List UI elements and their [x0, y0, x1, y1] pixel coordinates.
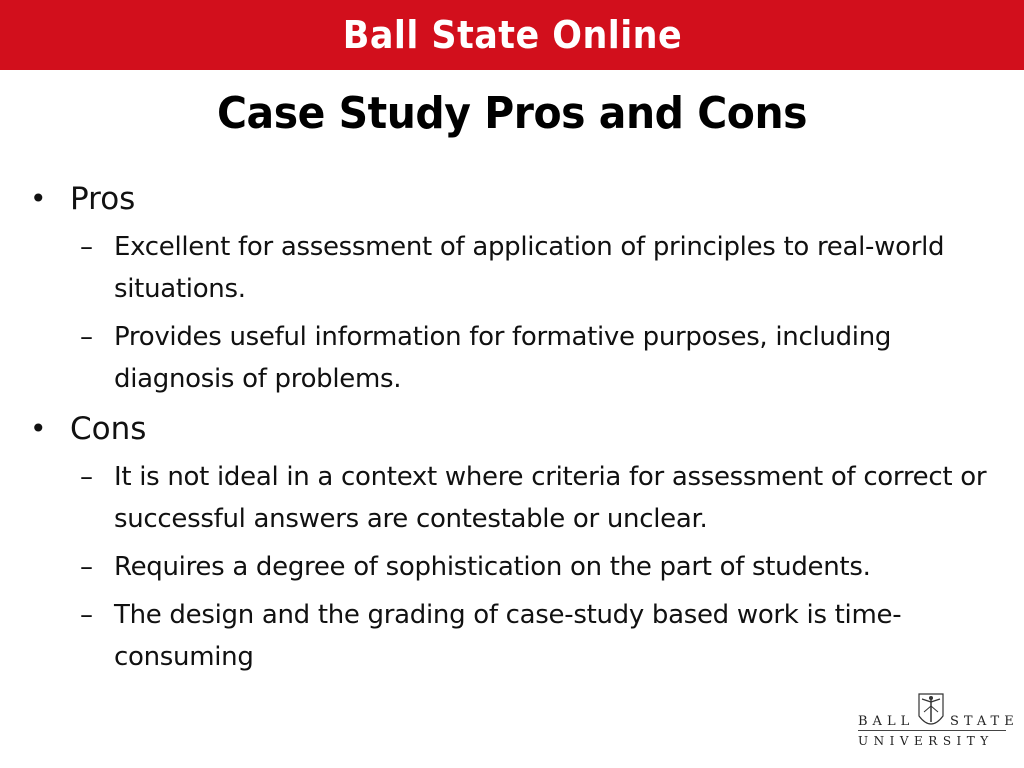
dash-icon: –: [80, 552, 93, 582]
section-label: Pros: [70, 181, 136, 217]
sub-item: [28, 456, 988, 540]
section-pros: [28, 176, 988, 400]
sub-item-text: Requires a degree of sophistication on the part of students.: [114, 552, 871, 582]
dash-icon: –: [80, 322, 93, 352]
bullet-icon: •: [30, 412, 47, 445]
banner-title: Ball State Online: [342, 13, 682, 57]
sub-list: [28, 456, 988, 678]
bullet-icon: •: [30, 182, 47, 215]
sub-item-text: Provides useful information for formative purposes, including diagnosis of problems.: [114, 322, 892, 394]
sub-item: [28, 226, 988, 310]
sub-item-text: Excellent for assessment of application of principles to real-world situations.: [114, 232, 945, 304]
slide-content: [28, 176, 988, 684]
sub-item: [28, 316, 988, 400]
dash-icon: –: [80, 232, 93, 262]
logo-word-ball: BALL: [858, 714, 915, 729]
sub-item: [28, 546, 988, 588]
section-cons: [28, 406, 988, 678]
dash-icon: –: [80, 600, 93, 630]
logo-word-state: STATE: [950, 714, 1019, 729]
sub-item-text: It is not ideal in a context where criteria for assessment of correct or successful answers are contestable or unclear.: [114, 462, 987, 534]
sub-list: [28, 226, 988, 400]
dash-icon: –: [80, 462, 93, 492]
university-logo: [858, 692, 1019, 756]
section-label: Cons: [70, 411, 147, 447]
slide-title: Case Study Pros and Cons: [216, 88, 807, 139]
bullet-item: [28, 176, 988, 222]
sub-item-text: The design and the grading of case-study based work is time-consuming: [114, 600, 902, 672]
logo-word-university: UNIVERSITY: [858, 734, 994, 748]
sub-item: [28, 594, 988, 678]
bullet-item: [28, 406, 988, 452]
beneficence-statue-icon: [914, 692, 948, 732]
header-banner: [0, 0, 1024, 70]
logo-divider: [858, 730, 1006, 731]
